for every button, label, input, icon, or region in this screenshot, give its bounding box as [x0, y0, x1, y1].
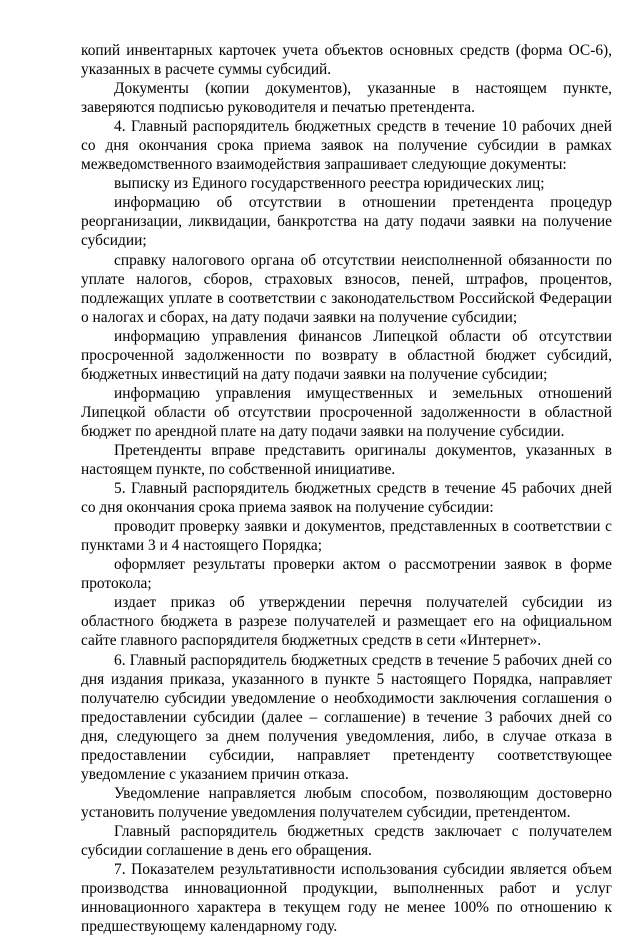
paragraph-agreement: Главный распорядитель бюджетных средств заключает с получателем субсидии соглашение в день его обращения. — [81, 822, 612, 859]
paragraph-originals: Претенденты вправе представить оригиналы документов, указанных в настоящем пункте, по собственной инициативе. — [81, 441, 612, 479]
paragraph-certification: Документы (копии документов), указанные в настоящем пункте, заверяются подписью руководителя и печатью претендента. — [81, 80, 612, 117]
paragraph-checks: проводит проверку заявки и документов, представленных в соответствии с пунктами 3 и 4 настоящего Порядка; — [81, 518, 612, 555]
paragraph-tax-certificate: справку налогового органа об отсутствии неисполненной обязанности по уплате налогов, сборов, страховых взносов, пеней, штрафов, процентов, подлежащих уплате в соответствии с законодательством Российской Федерации о налогах и сборах, на дату подачи заявки на получение субсидии; — [81, 251, 612, 326]
paragraph-item-4: 4. Главный распорядитель бюджетных средств в течение 10 рабочих дней со дня окончания срока приема заявок на получение субсидии в рамках межведомственного взаимодействия запрашивает следующие документы: — [81, 118, 612, 174]
paragraph-finance-info: информацию управления финансов Липецкой области об отсутствии просроченной задолженности по возврату в областной бюджет субсидий, бюджетных инвестиций на дату подачи заявки на получение субсидии; — [81, 327, 612, 383]
document-page — [81, 41, 612, 936]
paragraph-item-5: 5. Главный распорядитель бюджетных средств в течение 45 рабочих дней со дня окончания срока приема заявок на получение субсидии: — [81, 480, 612, 517]
paragraph-reorganization-info: информацию об отсутствии в отношении претендента процедур реорганизации, ликвидации, банкротства на дату подачи заявки на получение субсидии; — [81, 194, 612, 250]
paragraph-item-7: 7. Показателем результативности использования субсидии является объем производства инновационной продукции, выполненных работ и услуг инновационного характера в текущем году не менее 100% по отношению к предшествующему календарному году. — [81, 861, 612, 936]
paragraph-protocol: оформляет результаты проверки актом о рассмотрении заявок в форме протокола; — [81, 556, 612, 593]
paragraph-order: издает приказ об утверждении перечня получателей субсидии из областного бюджета в разрезе получателей и размещает его на официальном сайте главного распорядителя бюджетных средств в сети «Интернет». — [81, 594, 612, 650]
paragraph-egrul-extract: выписку из Единого государственного реестра юридических лиц; — [114, 175, 545, 193]
paragraph-notification: Уведомление направляется любым способом, позволяющим достоверно установить получение уведомления получателем субсидии, претендентом. — [81, 784, 612, 821]
paragraph-item-6: 6. Главный распорядитель бюджетных средств в течение 5 рабочих дней со дня издания приказа, указанного в пункте 5 настоящего Порядка, направляет получателю субсидии уведомление о необходимости заключения соглашения о предоставлении субсидии (далее – соглашение) в течение 3 рабочих дней со дня, следующего за днем получения уведомления, либо, в случае отказа в предоставлении субсидии, направляет претенденту соответствующее уведомление с указанием причин отказа. — [81, 651, 612, 783]
paragraph-continuation: копий инвентарных карточек учета объектов основных средств (форма ОС-6), указанных в расчете суммы субсидий. — [81, 42, 612, 79]
paragraph-property-info: информацию управления имущественных и земельных отношений Липецкой области об отсутствии просроченной задолженности в областной бюджет по арендной плате на дату подачи заявки на получение субсидии. — [81, 384, 612, 440]
